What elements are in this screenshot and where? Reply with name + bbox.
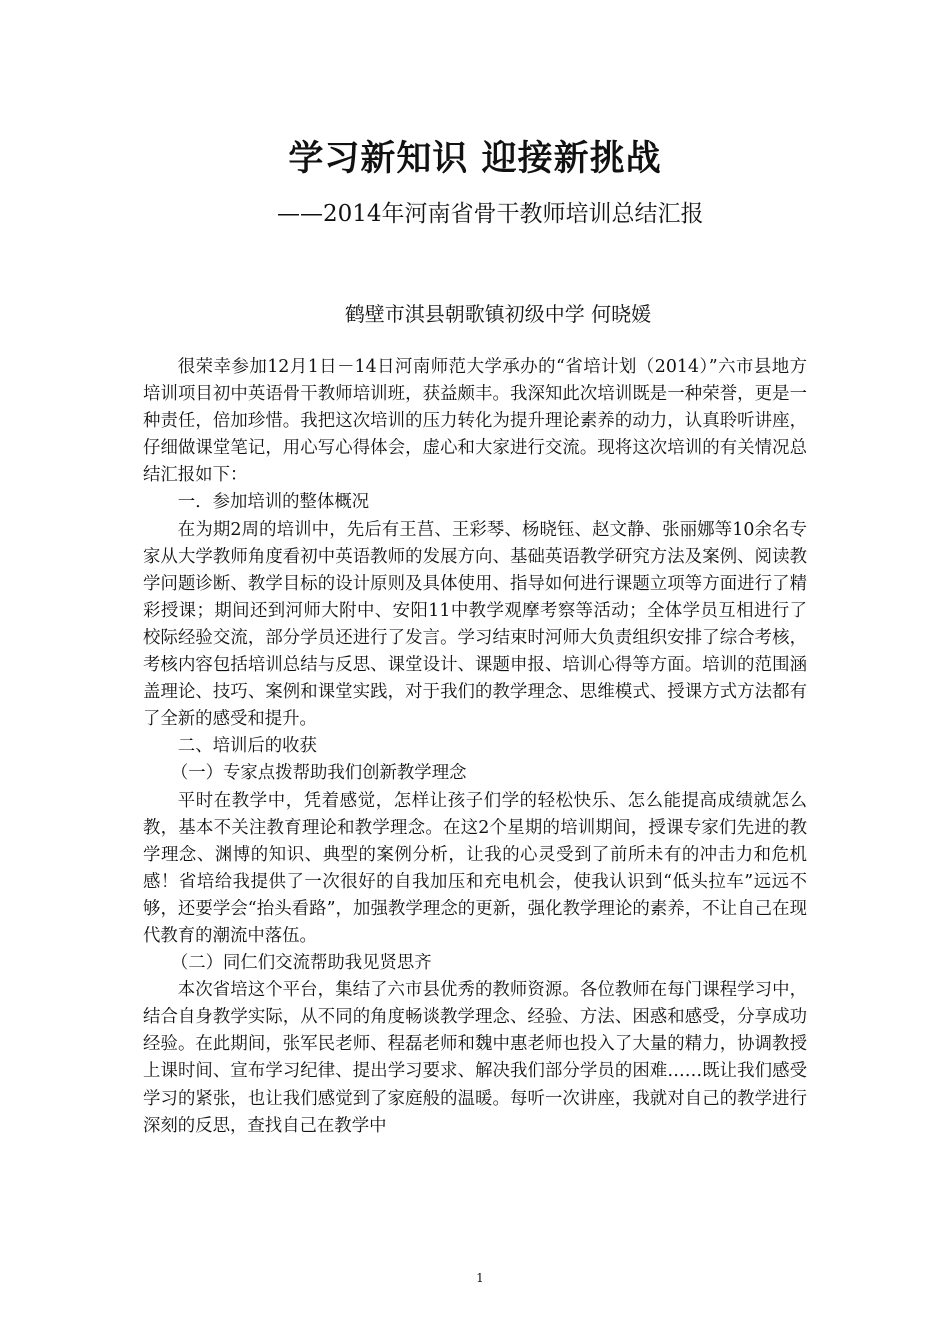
paragraph-experts: 平时在教学中，凭着感觉，怎样让孩子们学的轻松快乐、怎么能提高成绩就怎么教，基本不关注教育理论和教学理念。在这2个星期的培训期间，授课专家们先进的教学理念、渊博的知识、典型的案例分析，让我的心灵受到了前所未有的冲击力和危机感！省培给我提供了一次很好的自我加压和充电机会，使我认识到“低头拉车”远远不够，还要学会“抬头看路”，加强教学理念的更新，强化教学理论的素养，不让自己在现代教育的潮流中落伍。 (143, 790, 807, 946)
paragraph-intro: 很荣幸参加12月1日－14日河南师范大学承办的“省培计划（2014）”六市县地方培训项目初中英语骨干教师培训班，获益颇丰。我深知此次培训既是一种荣誉，更是一种责任，倍加珍惜。我把这次培训的压力转化为提升理论素养的动力，认真聆听讲座，仔细做课堂笔记，用心写心得体会，虚心和大家进行交流。现将这次培训的有关情况总结汇报如下： (143, 357, 807, 486)
paragraph-overview: 在为期2周的培训中，先后有王莒、王彩琴、杨晓钰、赵文静、张丽娜等10余名专家从大学教师角度看初中英语教师的发展方向、基础英语教学研究方法及案例、阅读教学问题诊断、教学目标的设计原则及具体使用、指导如何进行课题立项等方面进行了精彩授课；期间还到河师大附中、安阳11中教学观摩考察等活动；全体学员互相进行了校际经验交流，部分学员还进行了发言。学习结束时河师大负责组织安排了综合考核，考核内容包括培训总结与反思、课堂设计、课题申报、培训心得等方面。培训的范围涵盖理论、技巧、案例和课堂实践，对于我们的教学理念、思维模式、授课方式方法都有了全新的感受和提升。 (143, 519, 807, 730)
document-subtitle: ——2014年河南省骨干教师培训总结汇报 (277, 201, 704, 227)
section-heading-overview: 一．参加培训的整体概况 (177, 492, 370, 513)
author-line: 鹤壁市淇县朝歌镇初级中学 何晓媛 (344, 302, 652, 326)
section-heading-gains: 二、培训后的收获 (177, 736, 317, 757)
subsection-heading-peers: （二）同仁们交流帮助我见贤思齐 (170, 953, 432, 974)
subsection-heading-experts: （一）专家点拨帮助我们创新教学理念 (170, 763, 467, 784)
document-title: 学习新知识 迎接新挑战 (288, 139, 662, 179)
document-body (143, 354, 807, 1140)
page-number: 1 (476, 1271, 484, 1285)
paragraph-peers: 本次省培这个平台，集结了六市县优秀的教师资源。各位教师在每门课程学习中，结合自身教学实际，从不同的角度畅谈教学理念、经验、方法、困惑和感受，分享成功经验。在此期间，张军民老师、程磊老师和魏中惠老师也投入了大量的精力，协调教授上课时间、宣布学习纪律、提出学习要求、解决我们部分学员的困难……既让我们感受学习的紧张，也让我们感觉到了家庭般的温暖。每听一次讲座，我就对自己的教学进行深刻的反思，查找自己在教学中 (143, 980, 807, 1136)
